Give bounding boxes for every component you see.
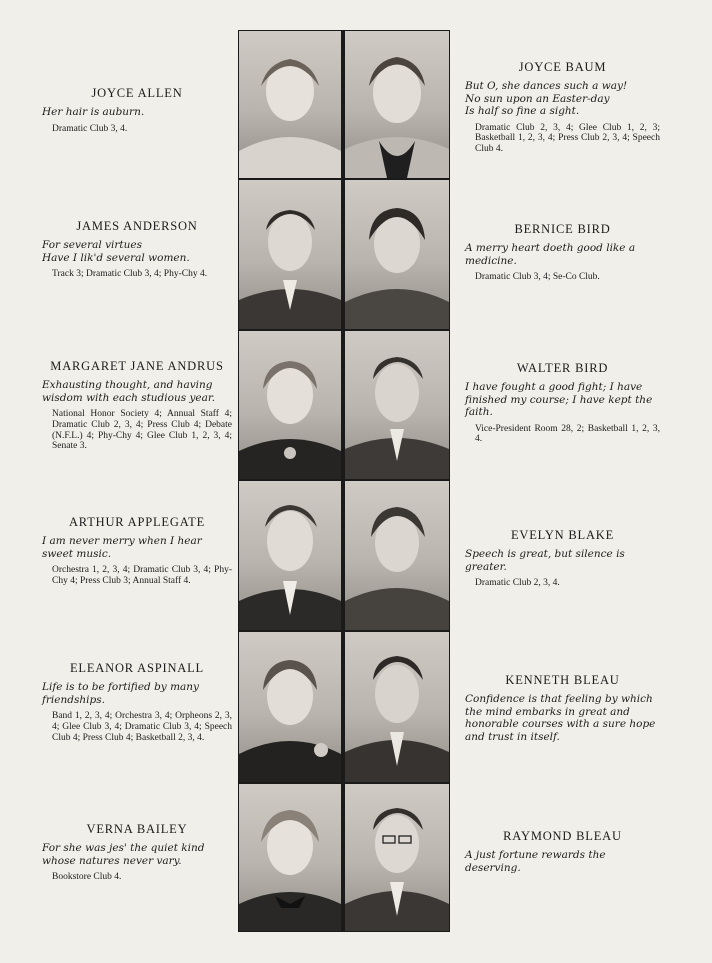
student-activities: Bookstore Club 4. (52, 872, 122, 882)
student-quote: Exhausting thought, and having wisdom with each studious year. (42, 379, 216, 404)
student-name: VERNA BAILEY (86, 822, 188, 836)
student-activities: National Honor Society 4; Annual Staff 4; Dramatic Club 2, 3, 4; Press Club 4; Debate (N.F.L.) 4; Phy-Chy 4; Glee Club 1, 2, 3, 4; Senate 3. (52, 409, 232, 452)
portrait-photo (345, 784, 449, 931)
portrait-photo (239, 180, 341, 329)
student-quote: Life is to be fortified by many friendships. (42, 681, 199, 706)
portrait-photo (345, 481, 449, 630)
student-quote: Speech is great, but silence is greater. (465, 548, 625, 573)
student-activities: Dramatic Club 3, 4. (52, 123, 128, 134)
student-entry (465, 829, 660, 879)
student-quote: Her hair is auburn. (42, 106, 145, 118)
student-name: KENNETH BLEAU (505, 673, 620, 687)
student-entry (465, 673, 660, 748)
portrait-photo (239, 331, 341, 479)
student-entry (42, 86, 232, 134)
student-quote: For she was jes' the quiet kind whose natures never vary. (42, 842, 205, 867)
student-name: JOYCE BAUM (518, 60, 607, 74)
student-entry (42, 219, 232, 280)
student-activities: Dramatic Club 3, 4; Se-Co Club. (475, 272, 600, 282)
student-activities: Band 1, 2, 3, 4; Orchestra 3, 4; Orpheons 2, 3, 4; Glee Club 3, 4; Dramatic Club 3, 4; Speech Club 4; Press Club 4; Basketball 2, 3, 4. (52, 711, 232, 743)
portrait-photo (239, 481, 341, 630)
portrait-photo (345, 31, 449, 178)
student-name: JOYCE ALLEN (91, 86, 183, 100)
student-activities: Dramatic Club 2, 3, 4; Glee Club 1, 2, 3; Basketball 1, 2, 3, 4; Press Club 2, 3, 4; Speech Club 4. (475, 122, 660, 155)
student-quote: But O, she dances such a way! No sun upon an Easter-day Is half so fine a sight. (465, 80, 628, 117)
student-activities: Track 3; Dramatic Club 3, 4; Phy-Chy 4. (52, 269, 208, 279)
student-entry (42, 359, 232, 452)
student-name: RAYMOND BLEAU (503, 829, 622, 843)
portrait-photo (345, 331, 449, 479)
student-entry (465, 60, 660, 155)
student-quote: I am never merry when I hear sweet music. (42, 535, 202, 560)
student-name: BERNICE BIRD (514, 222, 611, 236)
portrait-photo (239, 31, 341, 178)
student-name: ELEANOR ASPINALL (70, 661, 204, 675)
student-entry (42, 822, 232, 883)
student-quote: For several virtues Have I lik'd several women. (42, 239, 190, 264)
student-entry (465, 361, 660, 445)
portrait-photo (345, 632, 449, 782)
student-name: MARGARET JANE ANDRUS (50, 359, 224, 373)
student-activities: Dramatic Club 2, 3, 4. (475, 578, 560, 588)
student-name: ARTHUR APPLEGATE (68, 515, 206, 529)
portrait-photo (239, 632, 341, 782)
student-entry (465, 528, 660, 589)
student-name: JAMES ANDERSON (76, 219, 198, 233)
student-quote: Confidence is that feeling by which the mind embarks in great and honorable courses with a sure hope and trust in itself. (465, 693, 656, 743)
student-entry (42, 661, 232, 743)
student-quote: A merry heart doeth good like a medicine. (465, 242, 636, 267)
student-name: WALTER BIRD (516, 361, 609, 375)
student-quote: A just fortune rewards the deserving. (465, 849, 606, 874)
student-quote: I have fought a good fight; I have finished my course; I have kept the faith. (465, 381, 653, 418)
portrait-photo (239, 784, 341, 931)
student-entry (42, 515, 232, 587)
student-activities: Vice-President Room 28, 2; Basketball 1, 2, 3, 4. (475, 423, 660, 445)
student-name: EVELYN BLAKE (510, 528, 615, 542)
photo-grid (238, 30, 450, 932)
student-entry (465, 222, 660, 283)
portrait-photo (345, 180, 449, 329)
student-activities: Orchestra 1, 2, 3, 4; Dramatic Club 3, 4; Phy-Chy 4; Press Club 3; Annual Staff 4. (52, 565, 232, 586)
